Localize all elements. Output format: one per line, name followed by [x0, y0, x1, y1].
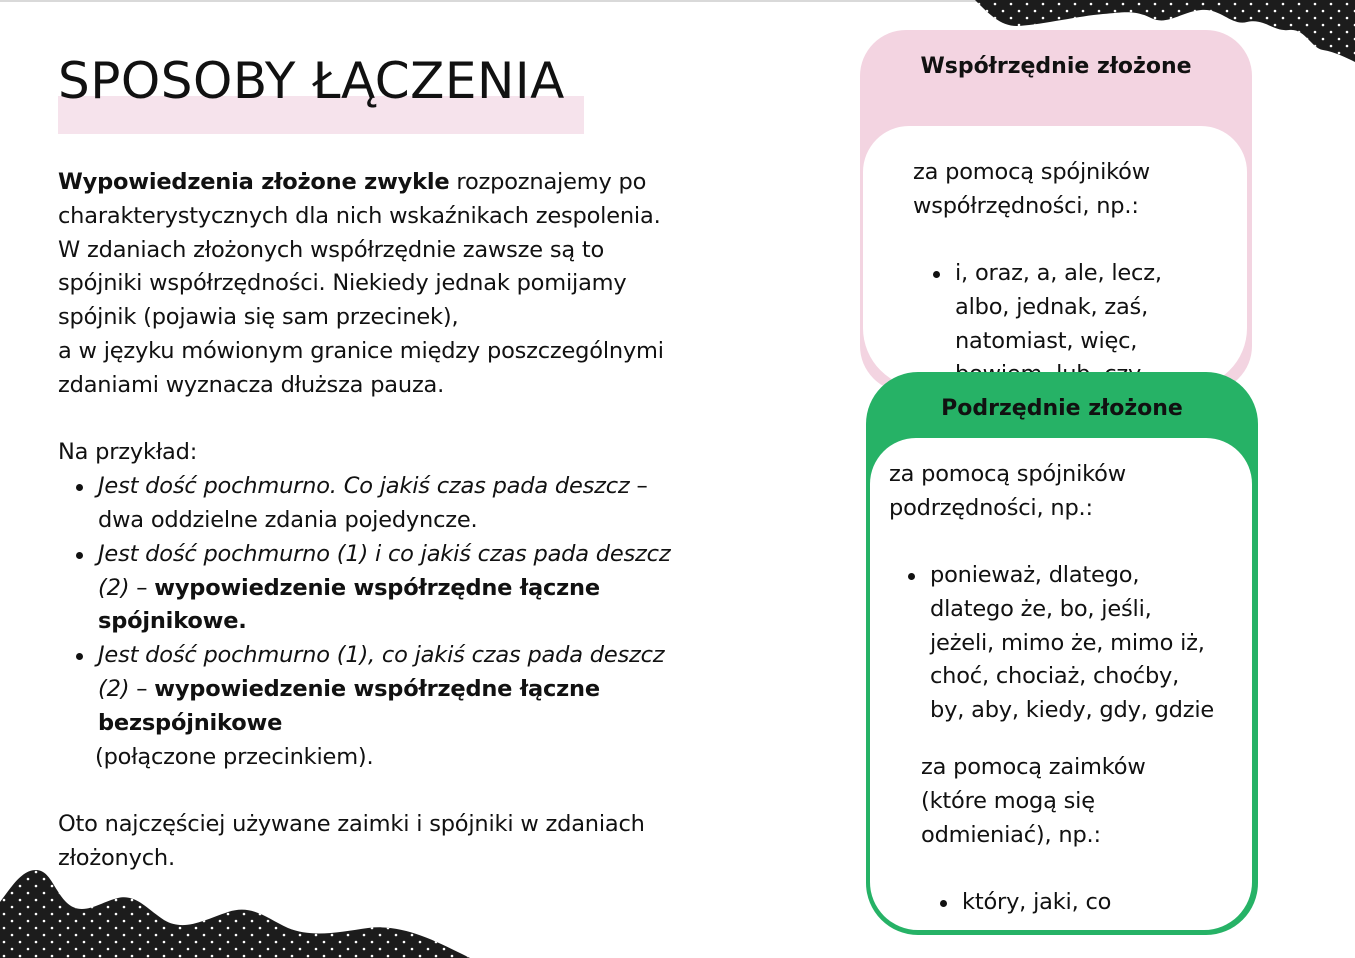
example-2-italic: Jest dość pochmurno (1) i co jakiś czas pada deszcz [98, 540, 671, 567]
list-item [955, 257, 1162, 291]
list-item [930, 660, 1214, 694]
intro-line-2: charakterystycznych dla nich wskaźnikach zespolenia. [58, 202, 661, 229]
example-2-italic-tail: (2) [98, 574, 130, 601]
list-item [930, 694, 1214, 728]
coordinate-item-1: i, oraz, a, ale, lecz, [955, 260, 1162, 286]
list-item [955, 291, 1162, 325]
bullet-dot [933, 271, 940, 278]
coordinate-desc-line-1: za pomocą spójników [913, 159, 1150, 185]
list-item [962, 886, 1111, 920]
subordinate-desc-line-2: podrzędności, np.: [889, 494, 1093, 521]
example-item [95, 639, 748, 774]
subordinate-description [889, 458, 1126, 526]
examples-label: Na przykład: [58, 439, 198, 466]
intro-line-7: zdaniami wyznacza dłuższa pauza. [58, 371, 445, 398]
example-3-sep: – [129, 675, 155, 702]
main-text [58, 166, 748, 876]
pronouns-desc-line-3: odmieniać), np.: [921, 821, 1101, 848]
page-title: SPOSOBY ŁĄCZENIA [58, 52, 565, 110]
example-2-bold: wypowiedzenie współrzędne łączne [154, 574, 600, 601]
closing-paragraph [58, 808, 748, 876]
list-item [930, 559, 1214, 593]
coordinate-description [913, 156, 1150, 224]
coordinate-card [860, 30, 1252, 392]
example-1-dash: – [629, 473, 648, 500]
intro-line-5: spójnik (pojawia się sam przecinek), [58, 304, 459, 331]
example-1-italic: Jest dość pochmurno. Co jakiś czas pada deszcz [98, 473, 630, 500]
example-3-bold-tail: bezspójnikowe [98, 709, 283, 736]
bullet-dot [908, 573, 915, 580]
closing-line-1: Oto najczęściej używane zaimki i spójniki w zdaniach [58, 811, 645, 838]
subordinate-item-4: choć, chociaż, choćby, [930, 663, 1180, 690]
coordinate-card-body [863, 126, 1247, 388]
example-3-italic-tail: (2) [98, 675, 130, 702]
bullet-dot [940, 900, 947, 907]
subordinate-card-body [870, 438, 1252, 930]
example-1-description: dwa oddzielne zdania pojedyncze. [98, 506, 478, 533]
example-item [98, 470, 748, 538]
pronouns-desc-line-1: za pomocą zaimków [921, 754, 1146, 780]
decorative-blob-bottom-left [0, 868, 470, 958]
example-3-bold: wypowiedzenie współrzędne łączne [154, 675, 600, 702]
example-2-bold-tail: spójnikowe. [98, 608, 247, 635]
examples-list [58, 470, 748, 774]
subordinate-item-2: dlatego że, bo, jeśli, [930, 595, 1152, 622]
intro-paragraph [58, 166, 748, 403]
pronoun-item-1: który, jaki, co [962, 889, 1112, 915]
subordinate-item-5: by, aby, kiedy, gdy, gdzie [930, 697, 1215, 724]
coordinate-desc-line-2: współrzędności, np.: [913, 192, 1139, 219]
example-2-sep: – [129, 574, 155, 601]
example-3-italic: Jest dość pochmurno (1), co jakiś czas pada deszcz [98, 642, 665, 669]
intro-bold-lead: Wypowiedzenia złożone zwykle [58, 169, 450, 195]
coordinate-card-heading: Współrzędnie złożone [920, 54, 1192, 79]
subordinate-item-3: jeżeli, mimo że, mimo iż, [930, 629, 1205, 656]
pronouns-list [962, 886, 1111, 920]
list-item [930, 593, 1214, 627]
example-3-note: (połączone przecinkiem). [95, 743, 374, 770]
pronouns-desc-line-2: (które mogą się [921, 787, 1095, 814]
pronouns-description [921, 751, 1146, 852]
title-block [58, 50, 565, 112]
subordinate-desc-line-1: za pomocą spójników [889, 461, 1126, 487]
coordinate-item-2: albo, jednak, zaś, [955, 293, 1149, 320]
subordinate-conjunctions-list [930, 559, 1214, 728]
list-item [955, 325, 1162, 359]
subordinate-card [866, 372, 1258, 935]
example-item [98, 538, 748, 639]
closing-line-2: złożonych. [58, 844, 175, 871]
intro-line-1-rest: rozpoznajemy po [449, 169, 647, 195]
subordinate-card-heading: Podrzędnie złożone [941, 396, 1183, 421]
list-item [930, 627, 1214, 661]
intro-line-6: a w języku mówionym granice między poszczególnymi [58, 337, 664, 364]
intro-line-4: spójniki współrzędności. Niekiedy jednak pomijamy [58, 270, 627, 297]
intro-line-3: W zdaniach złożonych współrzędnie zawsze są to [58, 236, 605, 263]
coordinate-item-3: natomiast, więc, [955, 327, 1138, 354]
subordinate-item-1: ponieważ, dlatego, [930, 562, 1140, 588]
